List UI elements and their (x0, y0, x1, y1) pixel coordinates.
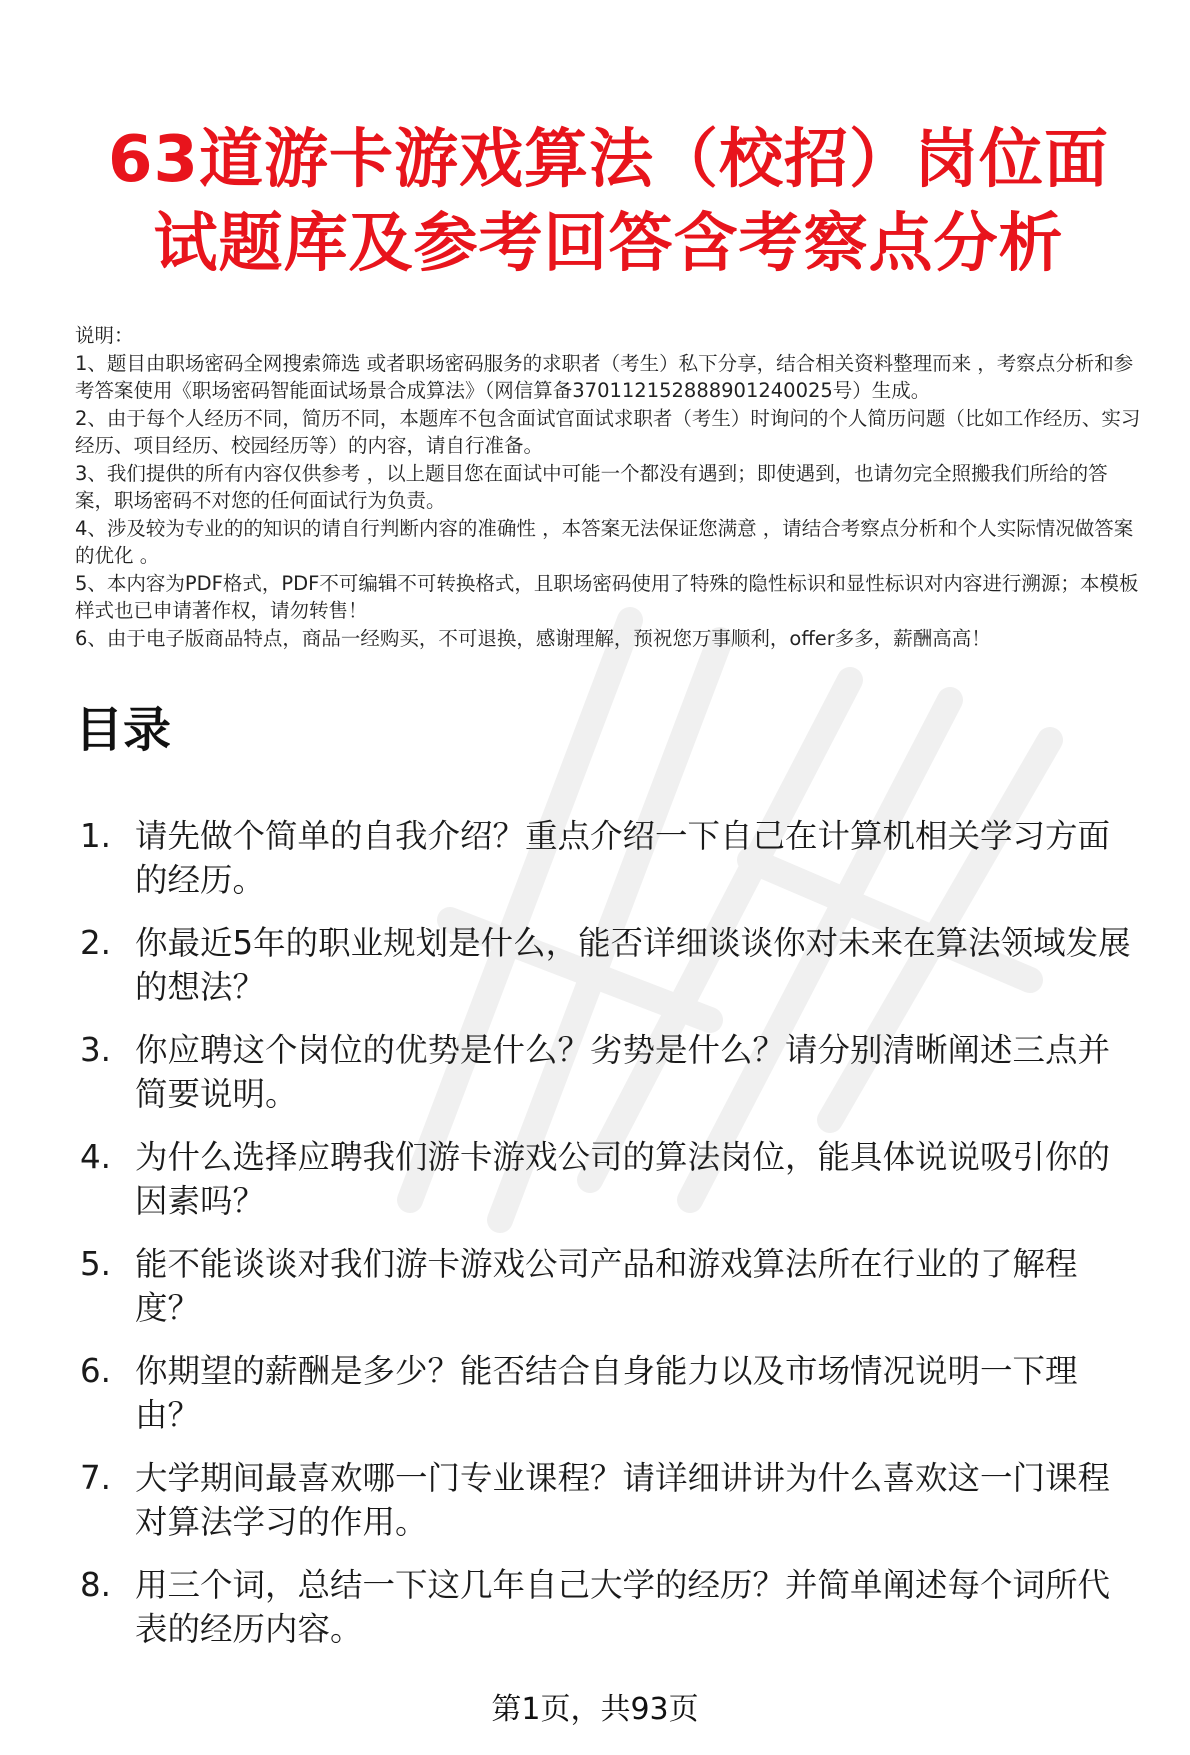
toc-item-text: 你应聘这个岗位的优势是什么？劣势是什么？请分别清晰阐述三点并简要说明。 (135, 1031, 1111, 1113)
toc-list (75, 814, 1142, 1651)
title-line-1: 63道游卡游戏算法（校招）岗位面 (107, 123, 1110, 197)
note-item: 6、由于电子版商品特点，商品一经购买，不可退换，感谢理解，预祝您万事顺利，offer多多，薪酬高高！ (75, 626, 991, 650)
toc-item-text: 用三个词，总结一下这几年自己大学的经历？并简单阐述每个词所代表的经历内容。 (135, 1566, 1111, 1648)
toc-item[interactable] (75, 1242, 1142, 1330)
toc-item-number: 6. (80, 1352, 112, 1390)
notes-section (75, 322, 1142, 652)
toc-item-text: 为什么选择应聘我们游卡游戏公司的算法岗位，能具体说说吸引你的因素吗？ (135, 1138, 1111, 1220)
toc-item-number: 8. (80, 1566, 112, 1604)
toc-item[interactable] (75, 814, 1142, 902)
toc-item-text: 你期望的薪酬是多少？能否结合自身能力以及市场情况说明一下理由？ (135, 1352, 1078, 1434)
title-line-2: 试题库及参考回答含考察点分析 (153, 207, 1064, 281)
note-item: 5、本内容为PDF格式，PDF不可编辑不可转换格式，且职场密码使用了特殊的隐性标识和显性标识对内容进行溯源；本模板样式也已申请著作权，请勿转售！ (75, 571, 1139, 622)
toc-item-text: 大学期间最喜欢哪一门专业课程？请详细讲讲为什么喜欢这一门课程对算法学习的作用。 (135, 1459, 1111, 1541)
toc-item[interactable] (75, 921, 1142, 1009)
toc-item-number: 3. (80, 1031, 112, 1069)
document-title (75, 0, 1142, 286)
toc-item-number: 5. (80, 1245, 112, 1283)
note-item: 3、我们提供的所有内容仅供参考 ，以上题目您在面试中可能一个都没有遇到；即使遇到，也请勿完全照搬我们所给的答案，职场密码不对您的任何面试行为负责。 (75, 461, 1108, 512)
toc-item-text: 请先做个简单的自我介绍？重点介绍一下自己在计算机相关学习方面的经历。 (135, 817, 1111, 899)
page-footer: 第1页，共93页 (491, 1692, 699, 1727)
toc-item[interactable] (75, 1135, 1142, 1223)
toc-item-number: 4. (80, 1138, 112, 1176)
toc-item-number: 7. (80, 1459, 112, 1497)
toc-item[interactable] (75, 1028, 1142, 1116)
toc-item-text: 你最近5年的职业规划是什么，能否详细谈谈你对未来在算法领域发展的想法？ (135, 924, 1131, 1006)
toc-heading: 目录 (75, 702, 172, 758)
toc-item-number: 1. (80, 817, 112, 855)
toc-item-text: 能不能谈谈对我们游卡游戏公司产品和游戏算法所在行业的了解程度？ (135, 1245, 1078, 1327)
notes-heading: 说明： (75, 324, 134, 347)
note-item: 4、涉及较为专业的的知识的请自行判断内容的准确性 ，本答案无法保证您满意 ，请结合考察点分析和个人实际情况做答案的优化 。 (75, 516, 1134, 567)
toc-item-number: 2. (80, 924, 112, 962)
note-item: 1、题目由职场密码全网搜索筛选 或者职场密码服务的求职者（考生）私下分享，结合相关资料整理而来 ，考察点分析和参考答案使用《职场密码智能面试场景合成算法》（网信算备370112152888901240025号）生成。 (75, 351, 1134, 402)
toc-item[interactable] (75, 1456, 1142, 1544)
toc-item[interactable] (75, 1563, 1142, 1651)
toc-item[interactable] (75, 1349, 1142, 1437)
note-item: 2、由于每个人经历不同，简历不同，本题库不包含面试官面试求职者（考生）时询问的个人简历问题（比如工作经历、实习经历、项目经历、校园经历等）的内容，请自行准备。 (75, 406, 1141, 457)
